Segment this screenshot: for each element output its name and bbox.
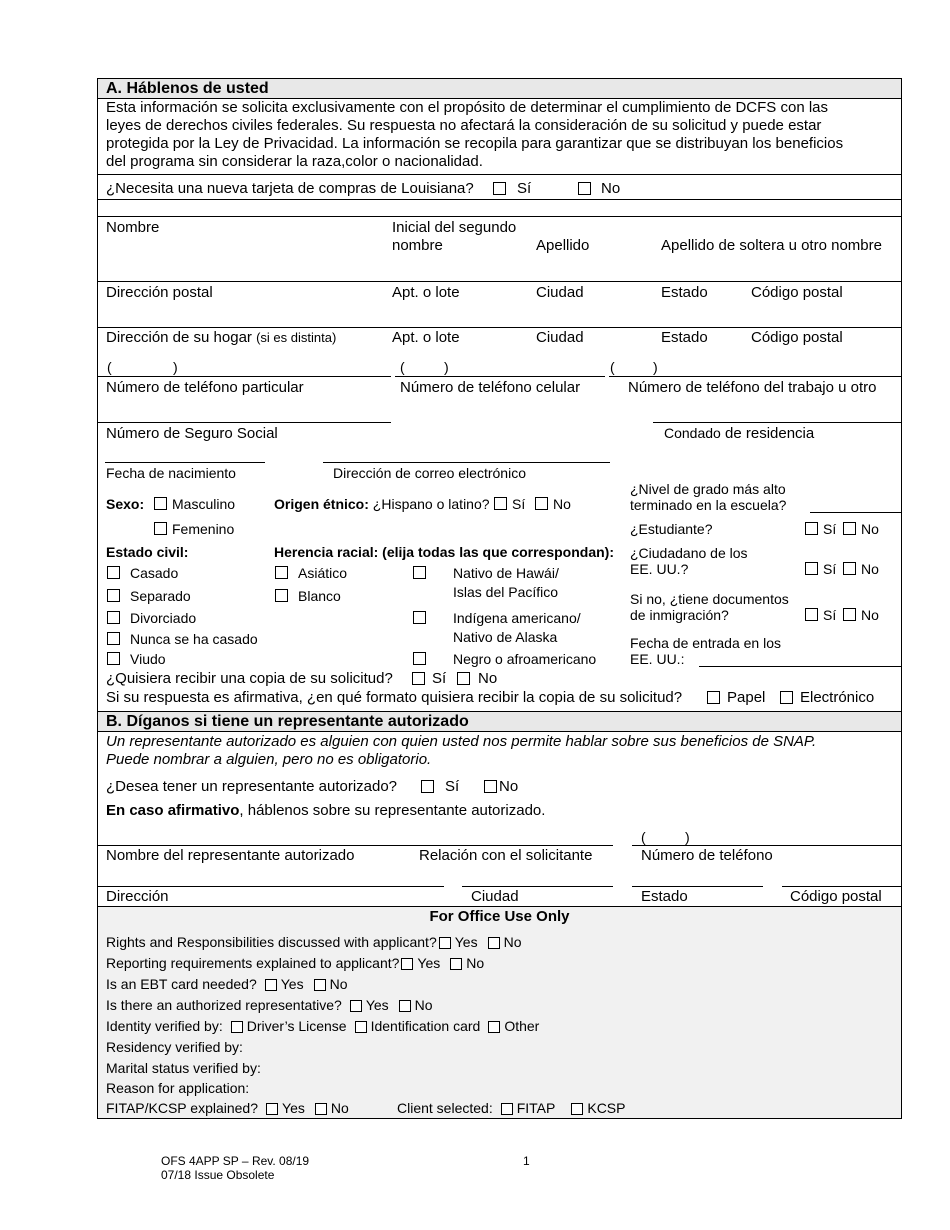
divider [97, 199, 902, 200]
immigration-yes-label: Sí [823, 607, 837, 623]
grade-line [810, 512, 901, 513]
fitap-question: FITAP/KCSP explained? [106, 1100, 259, 1116]
card-no-checkbox[interactable] [578, 182, 591, 195]
card-yes-checkbox[interactable] [493, 182, 506, 195]
immigration-no-label: No [861, 607, 879, 623]
hispanic-yes-checkbox[interactable] [494, 497, 507, 510]
id-card-label: Identification card [370, 1018, 481, 1034]
client-selected [397, 1100, 625, 1116]
citizen-label: EE. UU.? [630, 561, 689, 577]
phone-line [98, 376, 391, 377]
card-no-label: No [601, 180, 621, 197]
rep-name-label: Nombre del representante autorizado [106, 847, 355, 864]
dob-label: Fecha de nacimiento [106, 465, 236, 481]
never-married-checkbox[interactable] [107, 632, 120, 645]
ssn-line [98, 422, 391, 423]
other-checkbox[interactable] [488, 1021, 500, 1033]
name-label: Nombre [106, 219, 160, 236]
office-q3 [106, 976, 347, 992]
married-checkbox[interactable] [107, 566, 120, 579]
rep-address-label: Dirección [106, 888, 169, 905]
want-rep-yes-label: Sí [445, 778, 460, 795]
copy-no-checkbox[interactable] [457, 672, 470, 685]
white-checkbox[interactable] [275, 589, 288, 602]
widowed-checkbox[interactable] [107, 652, 120, 665]
ssn-label: Número de Seguro Social [106, 425, 278, 442]
email-label: Dirección de correo electrónico [333, 465, 526, 481]
office-title: For Office Use Only [429, 908, 570, 925]
office-q3-no-checkbox[interactable] [314, 979, 326, 991]
zip-label: Código postal [751, 329, 843, 346]
fitap-no: No [330, 1100, 349, 1116]
obsolete-note: 07/18 Issue Obsolete [161, 1168, 275, 1182]
middle-initial-label: nombre [392, 237, 443, 254]
office-q3-text: Is an EBT card needed? [106, 976, 257, 992]
intro-text-line: protegida por la Ley de Privacidad. La información se recopila para garantizar que se distribuyan los beneficios [106, 135, 844, 152]
office-q4-no-checkbox[interactable] [399, 1000, 411, 1012]
copy-yes-label: Sí [432, 670, 447, 687]
county-text-2: de residencia [725, 425, 815, 442]
fitap-checkbox[interactable] [501, 1103, 513, 1115]
married-label: Casado [130, 565, 179, 581]
intro-text-line: Esta información se solicita exclusivamente con el propósito de determinar el cumplimiento de DCFS con las [106, 99, 828, 116]
rep-name-line [98, 845, 613, 846]
office-q2-yes-checkbox[interactable] [401, 958, 413, 970]
if-yes-rest: , háblenos sobre su representante autorizado. [239, 802, 546, 819]
cell-phone-label: Número de teléfono celular [400, 379, 581, 396]
paren-open: ( [610, 359, 615, 375]
paren-close: ) [173, 359, 178, 375]
rep-city-label: Ciudad [471, 888, 519, 905]
format-question: Si su respuesta es afirmativa, ¿en qué formato quisiera recibir la copia de su solicitud? [106, 689, 683, 706]
copy-yes-checkbox[interactable] [412, 672, 425, 685]
electronic-checkbox[interactable] [780, 691, 793, 704]
email-line [323, 462, 610, 463]
office-q2-no-checkbox[interactable] [450, 958, 462, 970]
home-address-note: (si es distinta) [256, 330, 337, 345]
intro-text-line: leyes de derechos civiles federales. Su respuesta no afectará la consideración de su solicitud y puede estar [106, 117, 822, 134]
immigration-no-checkbox[interactable] [843, 608, 856, 621]
immigration-yes-checkbox[interactable] [805, 608, 818, 621]
office-q4 [106, 997, 433, 1013]
city-label: Ciudad [536, 329, 584, 346]
race-label: Herencia racial: (elija todas las que correspondan): [274, 544, 614, 560]
immigration-label: Si no, ¿tiene documentos [630, 591, 789, 607]
county-text: Condado [664, 425, 721, 441]
apt-label: Apt. o lote [392, 284, 460, 301]
student-no-label: No [861, 521, 879, 537]
identity-label: Identity verified by: [106, 1018, 223, 1034]
divider [97, 327, 902, 328]
hispanic-question: ¿Hispano o latino? [372, 496, 490, 512]
grade-label: ¿Nivel de grado más alto [630, 481, 786, 497]
office-identity [106, 1018, 539, 1034]
rep-city-line [462, 886, 613, 887]
paren-close: ) [685, 829, 690, 845]
phone-line [395, 376, 605, 377]
fitap-no-checkbox[interactable] [315, 1103, 327, 1115]
mailing-address-label: Dirección postal [106, 284, 213, 301]
hawaiian-label: Nativo de Hawái/ [453, 565, 559, 581]
office-q1-no-checkbox[interactable] [488, 937, 500, 949]
state-label: Estado [661, 329, 708, 346]
marital-label: Estado civil: [106, 544, 189, 560]
home-address-text: Dirección de su hogar [106, 329, 252, 346]
kcsp-checkbox[interactable] [571, 1103, 583, 1115]
other-label: Other [504, 1018, 540, 1034]
if-yes-text [106, 802, 545, 819]
client-selected-label: Client selected: [397, 1100, 493, 1116]
never-married-label: Nunca se ha casado [130, 631, 258, 647]
rep-intro-line: Un representante autorizado es alguien con quien usted nos permite hablar sobre sus beneficios de SNAP. [106, 733, 817, 750]
hawaiian-label: Islas del Pacífico [453, 584, 559, 600]
electronic-label: Electrónico [800, 689, 875, 706]
county-line [653, 422, 901, 423]
divider [97, 174, 902, 175]
card-yes-label: Sí [517, 180, 532, 197]
maiden-name-label: Apellido de soltera u otro nombre [661, 237, 882, 254]
kcsp-label: KCSP [587, 1100, 626, 1116]
intro-text-line: del programa sin considerar la raza,color o nacionalidad. [106, 153, 483, 170]
paren-open: ( [641, 829, 646, 845]
form-id: OFS 4APP SP – Rev. 08/19 [161, 1154, 310, 1168]
office-q4-no: No [414, 997, 433, 1013]
female-label: Femenino [172, 521, 235, 537]
black-label: Negro o afroamericano [453, 651, 597, 667]
drivers-license-checkbox[interactable] [231, 1021, 243, 1033]
asian-checkbox[interactable] [275, 566, 288, 579]
entry-date-label: EE. UU.: [630, 651, 685, 667]
citizen-label: ¿Ciudadano de los [630, 545, 748, 561]
office-q1-yes: Yes [454, 934, 478, 950]
phone-line [609, 376, 901, 377]
rep-state-label: Estado [641, 888, 688, 905]
citizen-no-label: No [861, 561, 879, 577]
state-label: Estado [661, 284, 708, 301]
office-q4-text: Is there an authorized representative? [106, 997, 342, 1013]
office-q1-no: No [503, 934, 522, 950]
citizen-yes-checkbox[interactable] [805, 562, 818, 575]
page-number: 1 [523, 1154, 530, 1168]
ethnic-label [274, 496, 490, 512]
paper-checkbox[interactable] [707, 691, 720, 704]
native-american-label: Indígena americano/ [453, 610, 581, 626]
office-q1-text: Rights and Responsibilities discussed with applicant? [106, 934, 437, 950]
office-q4-yes-checkbox[interactable] [350, 1000, 362, 1012]
hawaiian-checkbox[interactable] [413, 566, 426, 579]
relation-label: Relación con el solicitante [419, 847, 593, 864]
id-card-checkbox[interactable] [355, 1021, 367, 1033]
section-b-header: B. Díganos si tiene un representante autorizado [98, 712, 901, 731]
office-q4-yes: Yes [365, 997, 389, 1013]
paper-label: Papel [727, 689, 766, 706]
separated-checkbox[interactable] [107, 589, 120, 602]
office-q2-text: Reporting requirements explained to applicant? [106, 955, 400, 971]
student-yes-checkbox[interactable] [805, 522, 818, 535]
section-a-header: A. Háblenos de usted [98, 79, 901, 98]
separated-label: Separado [130, 588, 191, 604]
dob-line [105, 462, 265, 463]
county-label [664, 425, 814, 442]
rep-zip-label: Código postal [790, 888, 882, 905]
office-q2-yes: Yes [417, 955, 441, 971]
home-address-label [106, 329, 336, 346]
paren-close: ) [653, 359, 658, 375]
home-phone-label: Número de teléfono particular [106, 379, 304, 396]
black-checkbox[interactable] [413, 652, 426, 665]
paren-open: ( [107, 359, 112, 375]
rep-intro-line: Puede nombrar a alguien, pero no es obligatorio. [106, 751, 432, 768]
apt-label: Apt. o lote [392, 329, 460, 346]
want-rep-yes-checkbox[interactable] [421, 780, 434, 793]
residency-label: Residency verified by: [106, 1039, 243, 1055]
citizen-yes-label: Sí [823, 561, 837, 577]
hispanic-no-checkbox[interactable] [535, 497, 548, 510]
fitap-yes-checkbox[interactable] [266, 1103, 278, 1115]
sex-row [106, 496, 144, 512]
if-yes-bold: En caso afirmativo [106, 802, 240, 819]
student-no-checkbox[interactable] [843, 522, 856, 535]
white-label: Blanco [298, 588, 341, 604]
fitap-yes: Yes [282, 1100, 305, 1116]
office-q2 [106, 955, 484, 971]
entry-date-line [699, 666, 901, 667]
rep-phone-line [632, 845, 901, 846]
student-yes-label: Sí [823, 521, 837, 537]
divorced-label: Divorciado [130, 610, 197, 626]
ethnic-label-bold: Origen étnico: [274, 496, 369, 512]
immigration-label: de inmigración? [630, 607, 729, 623]
want-rep-question: ¿Desea tener un representante autorizado? [106, 778, 398, 795]
fitap-label: FITAP [516, 1100, 556, 1116]
office-q1-yes-checkbox[interactable] [439, 937, 451, 949]
divider [97, 216, 902, 217]
native-american-label: Nativo de Alaska [453, 629, 558, 645]
rep-phone-label: Número de teléfono [641, 847, 773, 864]
card-question: ¿Necesita una nueva tarjeta de compras de Louisiana? [106, 180, 474, 197]
copy-no-label: No [478, 670, 498, 687]
want-rep-no-checkbox[interactable] [484, 780, 497, 793]
divider [97, 731, 902, 732]
male-label: Masculino [172, 496, 236, 512]
middle-initial-label: Inicial del segundo [392, 219, 517, 236]
female-checkbox[interactable] [154, 522, 167, 535]
divider [97, 281, 902, 282]
hispanic-yes-label: Sí [512, 496, 526, 512]
entry-date-label: Fecha de entrada en los [630, 635, 781, 651]
paren-close: ) [444, 359, 449, 375]
last-name-label: Apellido [536, 237, 590, 254]
widowed-label: Viudo [130, 651, 166, 667]
office-q3-yes-checkbox[interactable] [265, 979, 277, 991]
hispanic-no-label: No [553, 496, 571, 512]
citizen-no-checkbox[interactable] [843, 562, 856, 575]
fitap-explained [106, 1100, 349, 1116]
office-q3-no: No [329, 976, 348, 992]
student-question: ¿Estudiante? [630, 521, 713, 537]
marital-verified-label: Marital status verified by: [106, 1060, 261, 1076]
drivers-license-label: Driver’s License [246, 1018, 347, 1034]
work-phone-label: Número de teléfono del trabajo u otro [628, 379, 877, 396]
rep-address-line [98, 886, 444, 887]
reason-label: Reason for application: [106, 1080, 250, 1096]
zip-label: Código postal [751, 284, 843, 301]
sex-label: Sexo: [106, 496, 145, 512]
office-q1 [106, 934, 522, 950]
asian-label: Asiático [298, 565, 348, 581]
rep-state-line [632, 886, 763, 887]
male-checkbox[interactable] [154, 497, 167, 510]
city-label: Ciudad [536, 284, 584, 301]
office-q3-yes: Yes [280, 976, 304, 992]
grade-label: terminado en la escuela? [630, 497, 787, 513]
office-q2-no: No [466, 955, 485, 971]
rep-zip-line [782, 886, 901, 887]
paren-open: ( [400, 359, 405, 375]
native-american-checkbox[interactable] [413, 611, 426, 624]
divorced-checkbox[interactable] [107, 611, 120, 624]
copy-question: ¿Quisiera recibir una copia de su solicitud? [106, 670, 393, 687]
want-rep-no-label: No [499, 778, 519, 795]
